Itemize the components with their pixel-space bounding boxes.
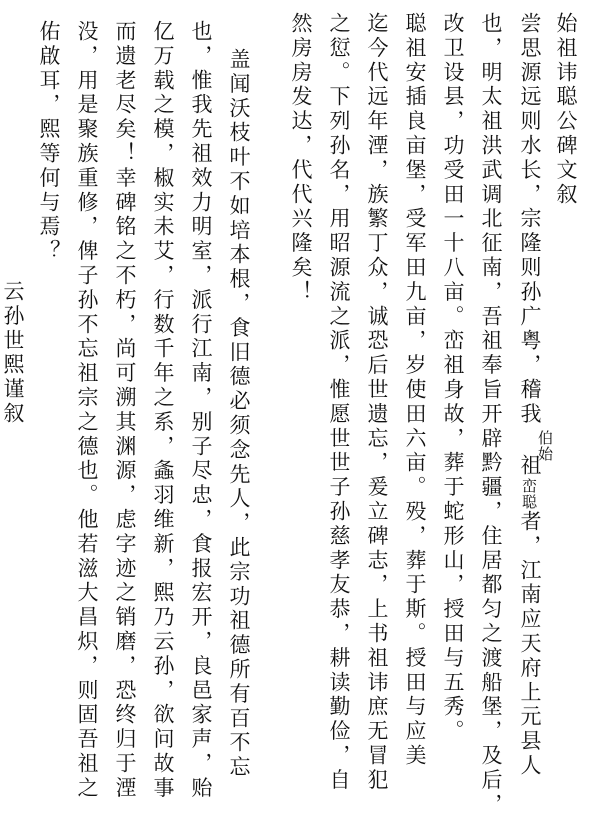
annotation-top-pair: 伯始: [536, 430, 554, 462]
annotation-rest: 者，江南应天府上元县人: [518, 510, 542, 779]
narrative-line-2: 也，惟我先祖效力明室，派行江南，别子尽忠，食报宏开，良邑家声，贻: [189, 20, 213, 801]
document-title: 始祖讳聪公碑文叙: [554, 12, 578, 208]
narrative-line-5: 没，用是聚族重修，俾子孙不忘祖宗之德也。他若滋大昌炽，则固吾祖之: [75, 20, 99, 801]
annotation-after: 祖: [518, 454, 542, 479]
text-line-4: 改卫设县，功受田一十八亩。峦祖身故，葬于蛇形山，授田与五秀。: [441, 12, 465, 744]
narrative-line-3: 亿万载之模，椒实未艾，行数千年之系，螽羽维新，熙乃云孙，欲问故事: [151, 20, 175, 801]
narrative-line-6: 佑啟耳，熙等何与焉？: [37, 20, 61, 264]
text-line-3: 也，明太祖洪武调北征南，吾祖奉旨开辟黔疆，住居都匀之渡船堡，及后，: [479, 12, 503, 817]
narrative-line-1: 盖闻沃枝叶不如培本根，食旧德必须念先人，此宗功祖德所有百不忘: [227, 48, 251, 780]
signature: 云孙世熙谨叙: [1, 280, 25, 427]
narrative-line-4: 而遗老尽矣！幸碑铭之不朽，尚可溯其渊源，虑字迹之销磨，恐终归于湮: [113, 20, 137, 801]
text-line-8: 然房房发达，代代兴隆矣！: [289, 12, 313, 305]
annotation-bottom-pair: 峦聪: [520, 478, 538, 510]
text-line-2-text: 尝思源远则水长，宗隆则孙广粤，稽我: [518, 12, 542, 427]
text-line-7: 之愆。下列孙名，用昭源流之派，惟愿世世子孙慈孝友恭，耕读勤俭，自: [327, 12, 351, 793]
text-line-5: 聪祖安插良亩堡，受军田九亩，岁使田六亩。殁，葬于斯。授田与应美: [403, 12, 427, 769]
text-line-2: [519, 12, 540, 427]
text-line-6: 迄今代远年湮，族繁丁众，诚恐后世遗忘，爰立碑志，上书祖讳庶无冒犯: [365, 12, 389, 793]
